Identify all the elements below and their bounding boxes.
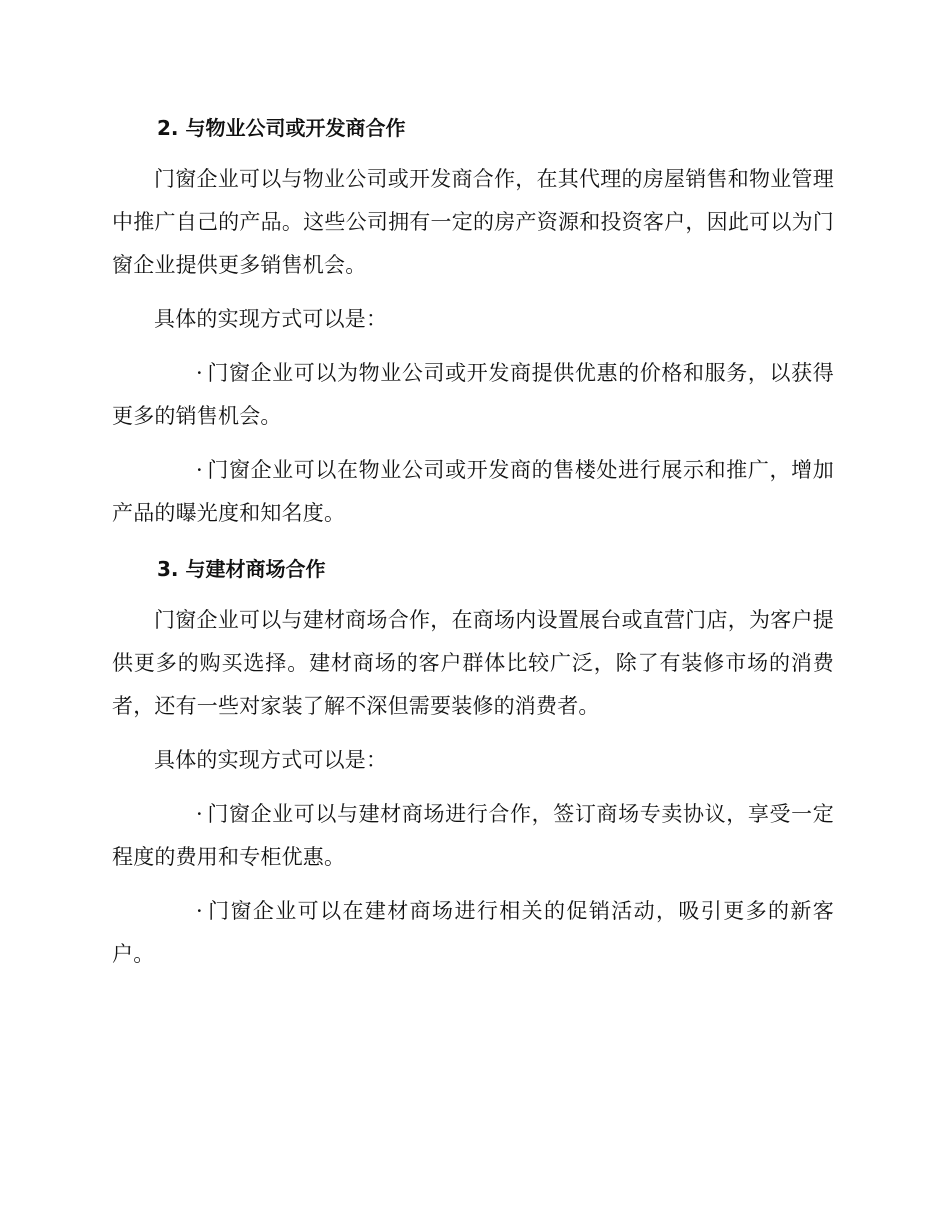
section2-bullet-1-text: 门窗企业可以为物业公司或开发商提供优惠的价格和服务，以获得更多的销售机会。 xyxy=(112,361,834,428)
section3-methods-label: 具体的实现方式可以是： xyxy=(154,748,388,772)
section3-intro-paragraph: 门窗企业可以与建材商场合作，在商场内设置展台或直营门店，为客户提供更多的购买选择。建材商场的客户群体比较广泛，除了有装修市场的消费者，还有一些对家装了解不深但需要装修的消费者。 xyxy=(112,608,834,718)
section2-intro-paragraph: 门窗企业可以与物业公司或开发商合作，在其代理的房屋销售和物业管理中推广自己的产品。这些公司拥有一定的房产资源和投资客户，因此可以为门窗企业提供更多销售机会。 xyxy=(112,167,834,277)
section2-methods-label: 具体的实现方式可以是： xyxy=(154,307,388,331)
section2-bullet-1 xyxy=(112,352,834,438)
bullet-dot-icon: · xyxy=(196,802,203,826)
section3-bullet-2-text: 门窗企业可以在建材商场进行相关的促销活动，吸引更多的新客户。 xyxy=(112,899,834,966)
section3-bullet-1 xyxy=(112,793,834,879)
section2-bullet-2 xyxy=(112,449,834,535)
section3-bullet-1-text: 门窗企业可以与建材商场进行合作，签订商场专卖协议，享受一定程度的费用和专柜优惠。 xyxy=(112,802,834,869)
document-body xyxy=(112,108,834,976)
section3-bullet-2 xyxy=(112,890,834,976)
bullet-dot-icon: · xyxy=(196,899,203,923)
section3-heading: 3. 与建材商场合作 xyxy=(157,557,326,581)
section2-heading: 2. 与物业公司或开发商合作 xyxy=(157,116,406,140)
section2-bullet-2-text: 门窗企业可以在物业公司或开发商的售楼处进行展示和推广，增加产品的曝光度和知名度。 xyxy=(112,458,834,525)
bullet-dot-icon: · xyxy=(196,458,203,482)
bullet-dot-icon: · xyxy=(196,361,203,385)
